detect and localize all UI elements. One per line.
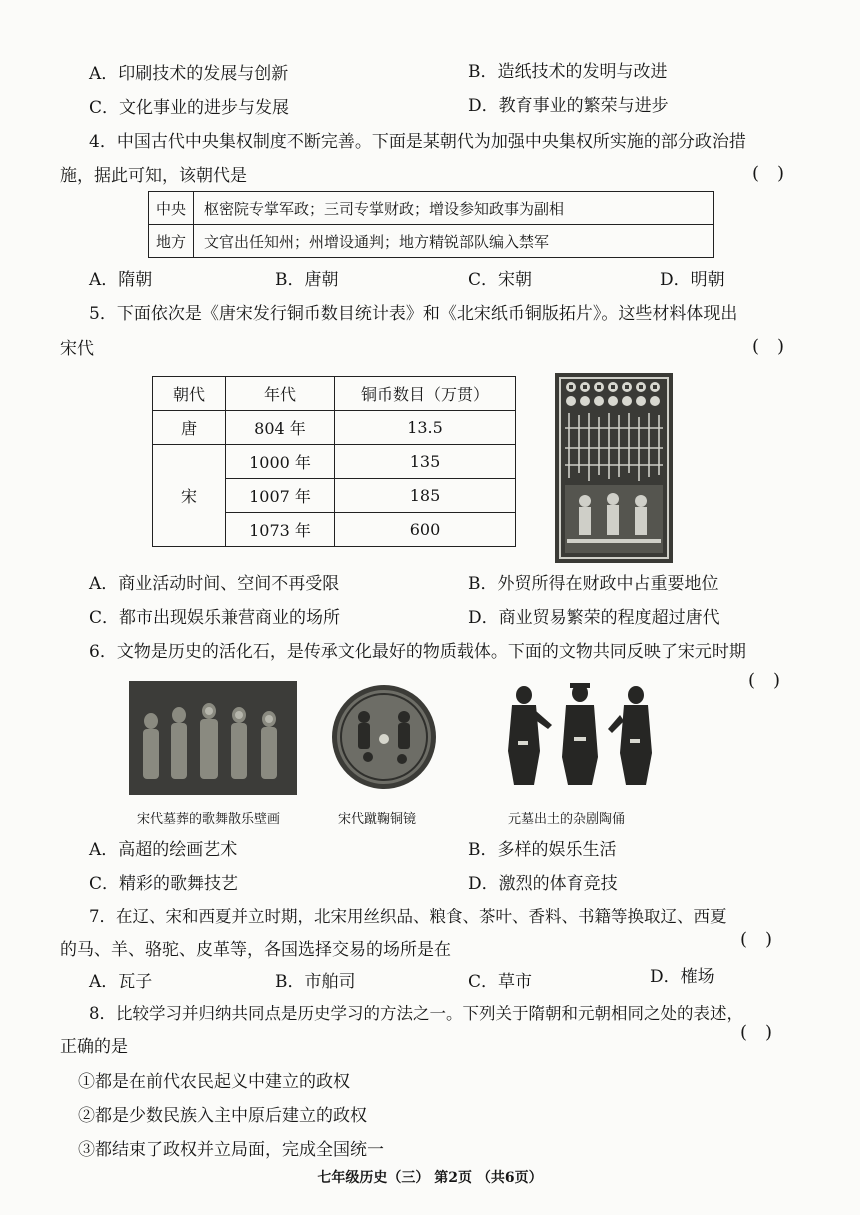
page-footer: 七年级历史（三） 第2页 （共6页） <box>317 1170 543 1186</box>
table-header-row <box>153 377 516 411</box>
cell-count: 185 <box>335 479 516 513</box>
cell-count: 600 <box>335 513 516 547</box>
q6-stem-line1: 6．文物是历史的活化石，是传承文化最好的物质载体。下面的文物共同反映了宋元时期 <box>89 642 746 662</box>
q6-answer-blank: () <box>748 670 799 691</box>
cell-year: 1073 年 <box>226 513 335 547</box>
q5-answer-blank: () <box>752 336 803 357</box>
q8-stem-line1: 8．比较学习并归纳共同点是历史学习的方法之一。下列关于隋朝和元朝相同之处的表述， <box>89 1004 743 1023</box>
figurines-caption: 元墓出土的杂剧陶俑 <box>508 812 626 827</box>
col-header-year: 年代 <box>226 377 335 411</box>
q5-option-c: C．都市出现娱乐兼营商业的场所 <box>89 608 341 628</box>
q5-option-d: D．商业贸易繁荣的程度超过唐代 <box>468 608 720 628</box>
q4-stem-line2: 施，据此可知，该朝代是 <box>60 166 247 186</box>
cell-count: 13.5 <box>335 411 516 445</box>
table-row <box>153 445 516 479</box>
q4-stem-line1: 4．中国古代中央集权制度不断完善。下面是某朝代为加强中央集权所实施的部分政治措 <box>89 132 746 152</box>
table-row <box>153 411 516 445</box>
q4-row-head: 地方 <box>149 225 194 258</box>
q3-option-c: C．文化事业的进步与发展 <box>89 98 290 118</box>
q4-option-a: A．隋朝 <box>89 270 153 290</box>
q8-answer-blank: () <box>740 1022 791 1043</box>
cell-year: 1000 年 <box>226 445 335 479</box>
q4-row-head: 中央 <box>149 192 194 225</box>
mirror-caption: 宋代蹴鞠铜镜 <box>338 812 417 827</box>
q7-stem-line1: 7．在辽、宋和西夏并立时期，北宋用丝织品、粮食、茶叶、香料、书籍等换取辽、西夏 <box>89 907 727 926</box>
q8-statement-2: ②都是少数民族入主中原后建立的政权 <box>78 1106 367 1126</box>
song-tomb-mural-image <box>129 681 297 795</box>
table-row <box>149 225 714 258</box>
q4-option-d: D．明朝 <box>660 270 725 290</box>
q4-option-b: B．唐朝 <box>275 270 339 290</box>
paper-money-rubbing-image <box>555 373 673 563</box>
cell-dynasty: 宋 <box>153 445 226 547</box>
table-row <box>149 192 714 225</box>
q7-option-a: A．瓦子 <box>89 972 153 992</box>
col-header-count: 铜币数目（万贯） <box>335 377 516 411</box>
q5-option-b: B．外贸所得在财政中占重要地位 <box>468 574 719 594</box>
q8-statement-1: ①都是在前代农民起义中建立的政权 <box>78 1072 350 1092</box>
q3-option-d: D．教育事业的繁荣与进步 <box>468 96 669 116</box>
q5-coin-table <box>152 376 516 547</box>
q6-option-d: D．激烈的体育竞技 <box>468 874 618 894</box>
q7-answer-blank: () <box>740 929 791 950</box>
cell-year: 1007 年 <box>226 479 335 513</box>
q5-option-a: A．商业活动时间、空间不再受限 <box>89 574 340 594</box>
q3-option-a: A．印刷技术的发展与创新 <box>89 64 289 84</box>
zaju-pottery-figurines-image <box>500 681 660 791</box>
q5-stem-line2: 宋代 <box>60 339 94 359</box>
cuju-bronze-mirror-image <box>330 683 438 791</box>
q4-policy-table <box>148 191 714 258</box>
q7-option-c: C．草市 <box>468 972 533 992</box>
q6-option-c: C．精彩的歌舞技艺 <box>89 874 239 894</box>
q4-answer-blank: () <box>752 163 803 184</box>
q7-stem-line2: 的马、羊、骆驼、皮革等，各国选择交易的场所是在 <box>60 940 451 960</box>
q8-statement-3: ③都结束了政权并立局面，完成全国统一 <box>78 1140 384 1160</box>
q5-stem-line1: 5．下面依次是《唐宋发行铜币数目统计表》和《北宋纸币铜版拓片》。这些材料体现出 <box>89 304 738 324</box>
mural-caption: 宋代墓葬的歌舞散乐壁画 <box>137 812 281 827</box>
q4-row-text: 枢密院专掌军政；三司专掌财政；增设参知政事为副相 <box>194 192 714 225</box>
q8-stem-line2: 正确的是 <box>60 1037 128 1057</box>
q4-row-text: 文官出任知州；州增设通判；地方精锐部队编入禁军 <box>194 225 714 258</box>
col-header-dynasty: 朝代 <box>153 377 226 411</box>
q3-option-b: B．造纸技术的发明与改进 <box>468 62 668 82</box>
cell-dynasty: 唐 <box>153 411 226 445</box>
q7-option-d: D．榷场 <box>650 967 715 987</box>
q4-option-c: C．宋朝 <box>468 270 533 290</box>
cell-year: 804 年 <box>226 411 335 445</box>
cell-count: 135 <box>335 445 516 479</box>
q6-option-a: A．高超的绘画艺术 <box>89 840 238 860</box>
q6-option-b: B．多样的娱乐生活 <box>468 840 617 860</box>
q7-option-b: B．市舶司 <box>275 972 356 992</box>
